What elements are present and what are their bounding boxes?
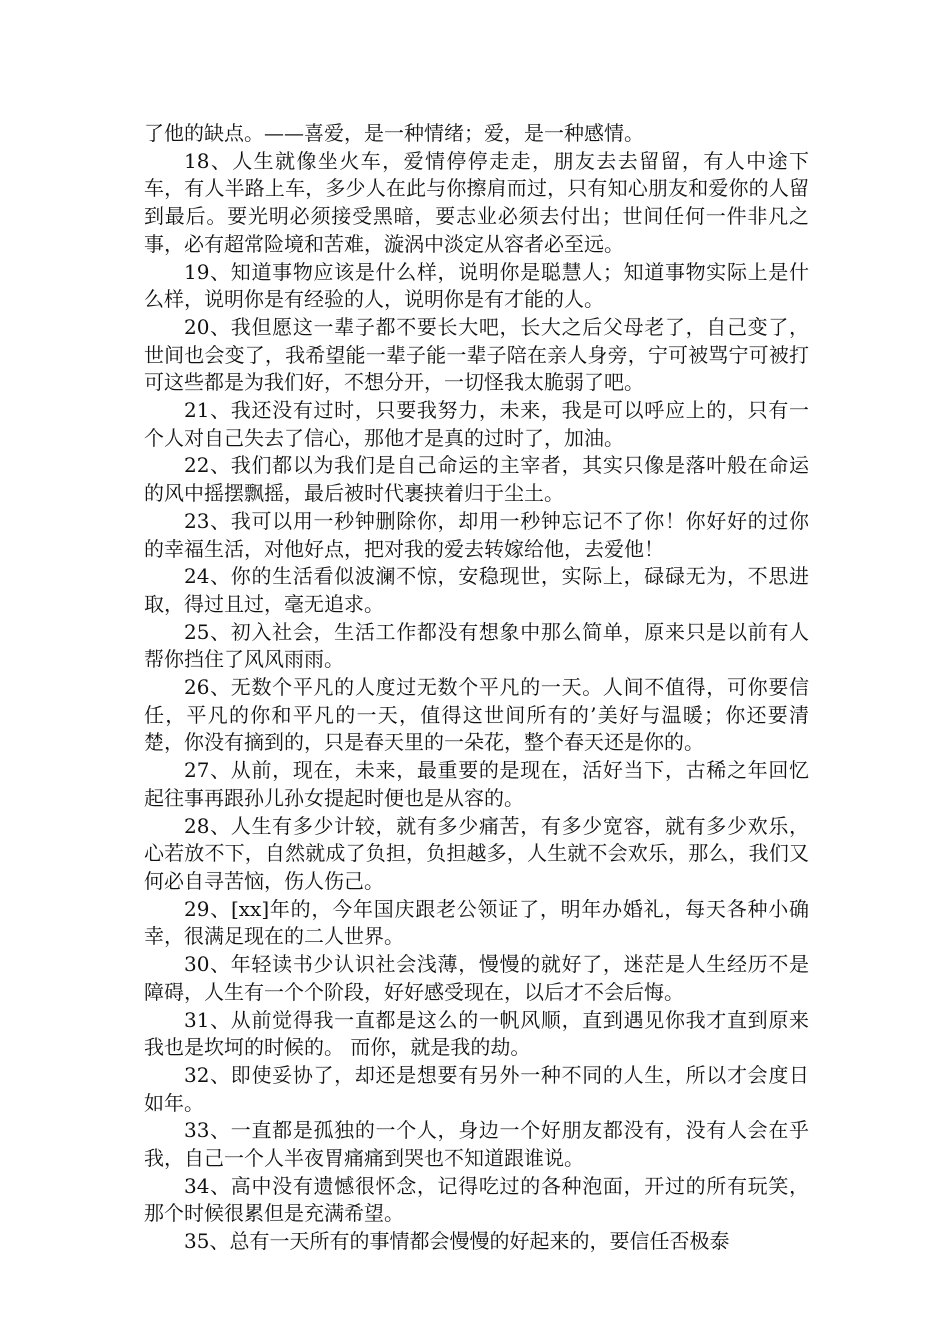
paragraph-18: 18、人生就像坐火车，爱情停停走走，朋友去去留留，有人中途下车，有人半路上车，多少人在此与你擦肩而过，只有知心朋友和爱你的人留到最后。要光明必须接受黑暗，要志业必须去付出；世间任何一件非凡之事，必有超常险境和苦难，漩涡中淡定从容者必至远。 <box>144 148 809 256</box>
paragraph-34: 34、高中没有遗憾很怀念，记得吃过的各种泡面，开过的所有玩笑，那个时候很累但是充满希望。 <box>144 1173 809 1226</box>
paragraph-19: 19、知道事物应该是什么样，说明你是聪慧人；知道事物实际上是什么样，说明你是有经验的人，说明你是有才能的人。 <box>144 259 809 312</box>
paragraph-28: 28、人生有多少计较，就有多少痛苦，有多少宽容，就有多少欢乐，心若放不下，自然就成了负担，负担越多，人生就不会欢乐，那么，我们又何必自寻苦恼，伤人伤己。 <box>144 813 809 893</box>
paragraph-21: 21、我还没有过时，只要我努力，未来，我是可以呼应上的，只有一个人对自己失去了信心，那他才是真的过时了，加油。 <box>144 398 809 450</box>
document-body <box>144 120 809 1256</box>
paragraph-24: 24、你的生活看似波澜不惊，安稳现世，实际上，碌碌无为，不思进取，得过且过，毫无追求。 <box>144 564 809 616</box>
paragraph-20: 20、我但愿这一辈子都不要长大吧，长大之后父母老了，自己变了，世间也会变了，我希望能一辈子能一辈子陪在亲人身旁，宁可被骂宁可被打可这些都是为我们好，不想分开，一切怪我太脆弱了吧。 <box>144 314 809 395</box>
paragraph-23: 23、我可以用一秒钟删除你，却用一秒钟忘记不了你！你好好的过你的幸福生活，对他好点，把对我的爱去转嫁给他，去爱他！ <box>144 508 809 561</box>
paragraph-30: 30、年轻读书少认识社会浅薄，慢慢的就好了，迷茫是人生经历不是障碍，人生有一个个阶段，好好感受现在，以后才不会后悔。 <box>144 952 809 1004</box>
paragraph-25: 25、初入社会，生活工作都没有想象中那么简单，原来只是以前有人帮你挡住了风风雨雨。 <box>144 619 809 672</box>
paragraph-27: 27、从前，现在，未来，最重要的是现在，活好当下，古稀之年回忆起往事再跟孙儿孙女提起时便也是从容的。 <box>144 758 809 810</box>
paragraph-continuation: 了他的缺点。——喜爱，是一种情绪；爱，是一种感情。 <box>144 121 644 145</box>
paragraph-26: 26、无数个平凡的人度过无数个平凡的一天。人间不值得，可你要信任，平凡的你和平凡的一天，值得这世间所有的’美好与温暖；你还要清楚，你没有摘到的，只是春天里的一朵花，整个春天还是你的。 <box>144 675 809 755</box>
paragraph-33: 33、一直都是孤独的一个人，身边一个好朋友都没有，没有人会在乎我，自己一个人半夜胃痛痛到哭也不知道跟谁说。 <box>144 1118 809 1171</box>
paragraph-32: 32、即使妥协了，却还是想要有另外一种不同的人生，所以才会度日如年。 <box>144 1062 809 1115</box>
paragraph-31: 31、从前觉得我一直都是这么的一帆风顺，直到遇见你我才直到原来我也是坎坷的时候的。 而你，就是我的劫。 <box>144 1007 809 1060</box>
paragraph-22: 22、我们都以为我们是自己命运的主宰者，其实只像是落叶般在命运的风中摇摆飘摇，最后被时代裹挟着归于尘土。 <box>144 453 809 506</box>
paragraph-29: 29、[xx]年的，今年国庆跟老公领证了，明年办婚礼，每天各种小确幸，很满足现在的二人世界。 <box>144 896 809 949</box>
paragraph-35: 35、总有一天所有的事情都会慢慢的好起来的，要信任否极泰 <box>184 1229 730 1254</box>
